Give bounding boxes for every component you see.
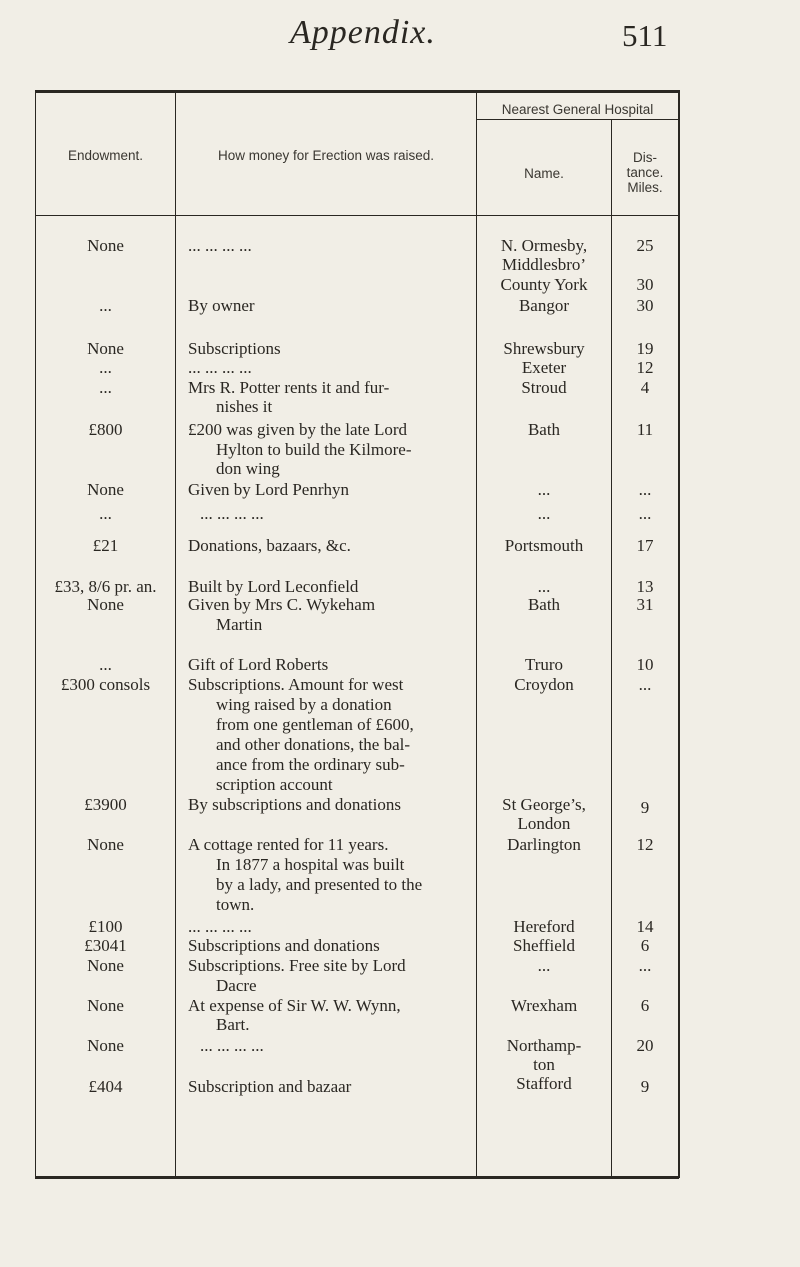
- how-raised-cell: Subscriptions and donations: [188, 936, 380, 955]
- distance-cell: 11: [636, 420, 654, 439]
- how-raised-cell: and other donations, the bal-: [216, 735, 411, 754]
- endowment-cell: ...: [99, 358, 112, 377]
- endowment-cell: None: [87, 339, 124, 358]
- endowment-cell: None: [87, 835, 124, 854]
- hospital-name-cell: Darlington: [507, 835, 581, 854]
- how-raised-cell: ... ... ... ...: [200, 504, 264, 523]
- distance-cell: 13: [636, 577, 654, 596]
- distance-cell: 12: [636, 358, 654, 377]
- how-raised-cell: ... ... ... ...: [188, 236, 252, 255]
- endowment-cell: £404: [88, 1077, 123, 1096]
- how-raised-cell: Given by Lord Penrhyn: [188, 480, 350, 499]
- endowment-cell: None: [87, 595, 124, 614]
- how-raised-cell: Martin: [216, 615, 263, 634]
- page-number: 511: [622, 18, 668, 53]
- how-raised-cell: By owner: [188, 296, 255, 315]
- how-raised-cell: Donations, bazaars, &c.: [188, 536, 351, 555]
- hospital-name-cell: Croydon: [514, 675, 574, 694]
- endowment-cell: ...: [99, 296, 112, 315]
- table-bottom-rule: [35, 1176, 679, 1179]
- hospital-name-cell: Shrewsbury: [503, 339, 585, 358]
- endowment-cell: £33, 8/6 pr. an.: [54, 577, 157, 596]
- distance-cell: 6: [640, 996, 650, 1015]
- how-raised-cell: Given by Mrs C. Wykeham: [188, 595, 376, 614]
- hospital-name-cell: Sheffield: [512, 936, 575, 955]
- hospital-name-cell: Middlesbro’: [501, 255, 587, 274]
- hospital-name-cell: Exeter: [521, 358, 567, 377]
- endowment-cell: None: [87, 236, 124, 255]
- endowment-cell: £21: [92, 536, 119, 555]
- hospital-name-cell: ...: [537, 577, 551, 596]
- hospital-name-cell: Stroud: [521, 378, 567, 397]
- distance-cell: ...: [638, 956, 652, 975]
- endowment-cell: £100: [88, 917, 123, 936]
- endowment-cell: £300 consols: [60, 675, 151, 694]
- distance-cell: 19: [636, 339, 654, 358]
- how-raised-cell: ... ... ... ...: [188, 358, 252, 377]
- how-raised-header: How money for Erection was raised.: [217, 148, 435, 163]
- how-raised-cell: Hylton to build the Kilmore-: [216, 440, 412, 459]
- endowment-cell: £3041: [84, 936, 127, 955]
- how-raised-cell: by a lady, and presented to the: [216, 875, 423, 894]
- hospital-name-cell: County York: [500, 275, 588, 294]
- nearest-hospital-divider: [476, 119, 679, 120]
- how-raised-cell: ance from the ordinary sub-: [216, 755, 405, 774]
- how-raised-cell: wing raised by a donation: [216, 695, 392, 714]
- endowment-cell: ...: [99, 504, 112, 523]
- header-bottom-rule: [35, 215, 679, 216]
- how-raised-cell: don wing: [216, 459, 280, 478]
- endowment-cell: None: [87, 996, 124, 1015]
- endowment-header: Endowment.: [67, 148, 144, 163]
- endowment-cell: None: [87, 480, 124, 499]
- how-raised-cell: Subscriptions. Amount for west: [188, 675, 404, 694]
- hospital-name-cell: ton: [533, 1055, 555, 1074]
- hospital-name-cell: N. Ormesby,: [500, 236, 588, 255]
- how-raised-cell: from one gentleman of £600,: [216, 715, 414, 734]
- endowment-cell: None: [87, 956, 124, 975]
- page-header: [0, 0, 800, 60]
- how-raised-cell: Subscriptions. Free site by Lord: [188, 956, 406, 975]
- how-raised-cell: Subscription and bazaar: [188, 1077, 352, 1096]
- distance-cell: 20: [636, 1036, 654, 1055]
- distance-cell: 31: [636, 595, 654, 614]
- endowment-cell: ...: [99, 655, 112, 674]
- how-raised-cell: scription account: [216, 775, 333, 794]
- hospital-name-cell: ...: [537, 956, 551, 975]
- distance-cell: ...: [638, 480, 652, 499]
- distance-cell: 17: [636, 536, 654, 555]
- name-header: Name.: [524, 166, 564, 181]
- how-raised-cell: Built by Lord Leconfield: [188, 577, 359, 596]
- distance-cell: 30: [636, 296, 654, 315]
- distance-cell: 12: [636, 835, 654, 854]
- hospital-name-cell: Northamp-: [506, 1036, 582, 1055]
- distance-header-line-1: Dis-: [633, 150, 657, 165]
- hospital-name-cell: St George’s,: [502, 795, 586, 814]
- how-raised-cell: A cottage rented for 11 years.: [188, 835, 389, 854]
- hospital-name-cell: ...: [537, 480, 551, 499]
- column-rule-1: [175, 90, 176, 1178]
- hospital-name-cell: Wrexham: [510, 996, 578, 1015]
- table-top-rule: [35, 90, 679, 93]
- hospital-name-cell: London: [517, 814, 571, 833]
- distance-cell: 30: [636, 275, 654, 294]
- how-raised-cell: Bart.: [216, 1015, 250, 1034]
- running-title: Appendix.: [290, 14, 436, 51]
- hospital-name-cell: ...: [537, 504, 551, 523]
- how-raised-cell: Dacre: [216, 976, 257, 995]
- how-raised-cell: Subscriptions: [188, 339, 281, 358]
- column-rule-right: [678, 90, 680, 1178]
- how-raised-cell: At expense of Sir W. W. Wynn,: [188, 996, 401, 1015]
- endowment-cell: ...: [99, 378, 112, 397]
- distance-header-line-2: tance.: [626, 165, 664, 180]
- how-raised-cell: £200 was given by the late Lord: [188, 420, 408, 439]
- distance-cell: ...: [638, 504, 652, 523]
- hospital-name-cell: Stafford: [516, 1074, 572, 1093]
- how-raised-cell: Mrs R. Potter rents it and fur-: [188, 378, 390, 397]
- hospital-name-cell: Bath: [527, 420, 561, 439]
- hospital-name-cell: Bath: [527, 595, 561, 614]
- how-raised-cell: nishes it: [216, 397, 273, 416]
- distance-cell: ...: [638, 675, 652, 694]
- hospital-name-cell: Hereford: [513, 917, 575, 936]
- endowment-cell: £3900: [84, 795, 127, 814]
- how-raised-cell: ... ... ... ...: [200, 1036, 264, 1055]
- how-raised-cell: Gift of Lord Roberts: [188, 655, 329, 674]
- distance-cell: 4: [640, 378, 650, 397]
- endowment-cell: None: [87, 1036, 124, 1055]
- how-raised-cell: By subscriptions and donations: [188, 795, 401, 814]
- endowment-cell: £800: [88, 420, 123, 439]
- distance-cell: 25: [636, 236, 654, 255]
- nearest-hospital-header: Nearest General Hospital: [501, 102, 654, 117]
- distance-cell: 6: [640, 936, 650, 955]
- how-raised-cell: In 1877 a hospital was built: [216, 855, 405, 874]
- hospital-name-cell: Truro: [524, 655, 564, 674]
- distance-cell: 14: [636, 917, 654, 936]
- how-raised-cell: ... ... ... ...: [188, 917, 252, 936]
- distance-cell: 10: [636, 655, 654, 674]
- how-raised-cell: town.: [216, 895, 255, 914]
- hospital-name-cell: Portsmouth: [504, 536, 584, 555]
- distance-cell: 9: [640, 1077, 650, 1096]
- distance-cell: 9: [640, 798, 650, 817]
- distance-header-line-3: Miles.: [627, 180, 663, 195]
- hospital-name-cell: Bangor: [518, 296, 570, 315]
